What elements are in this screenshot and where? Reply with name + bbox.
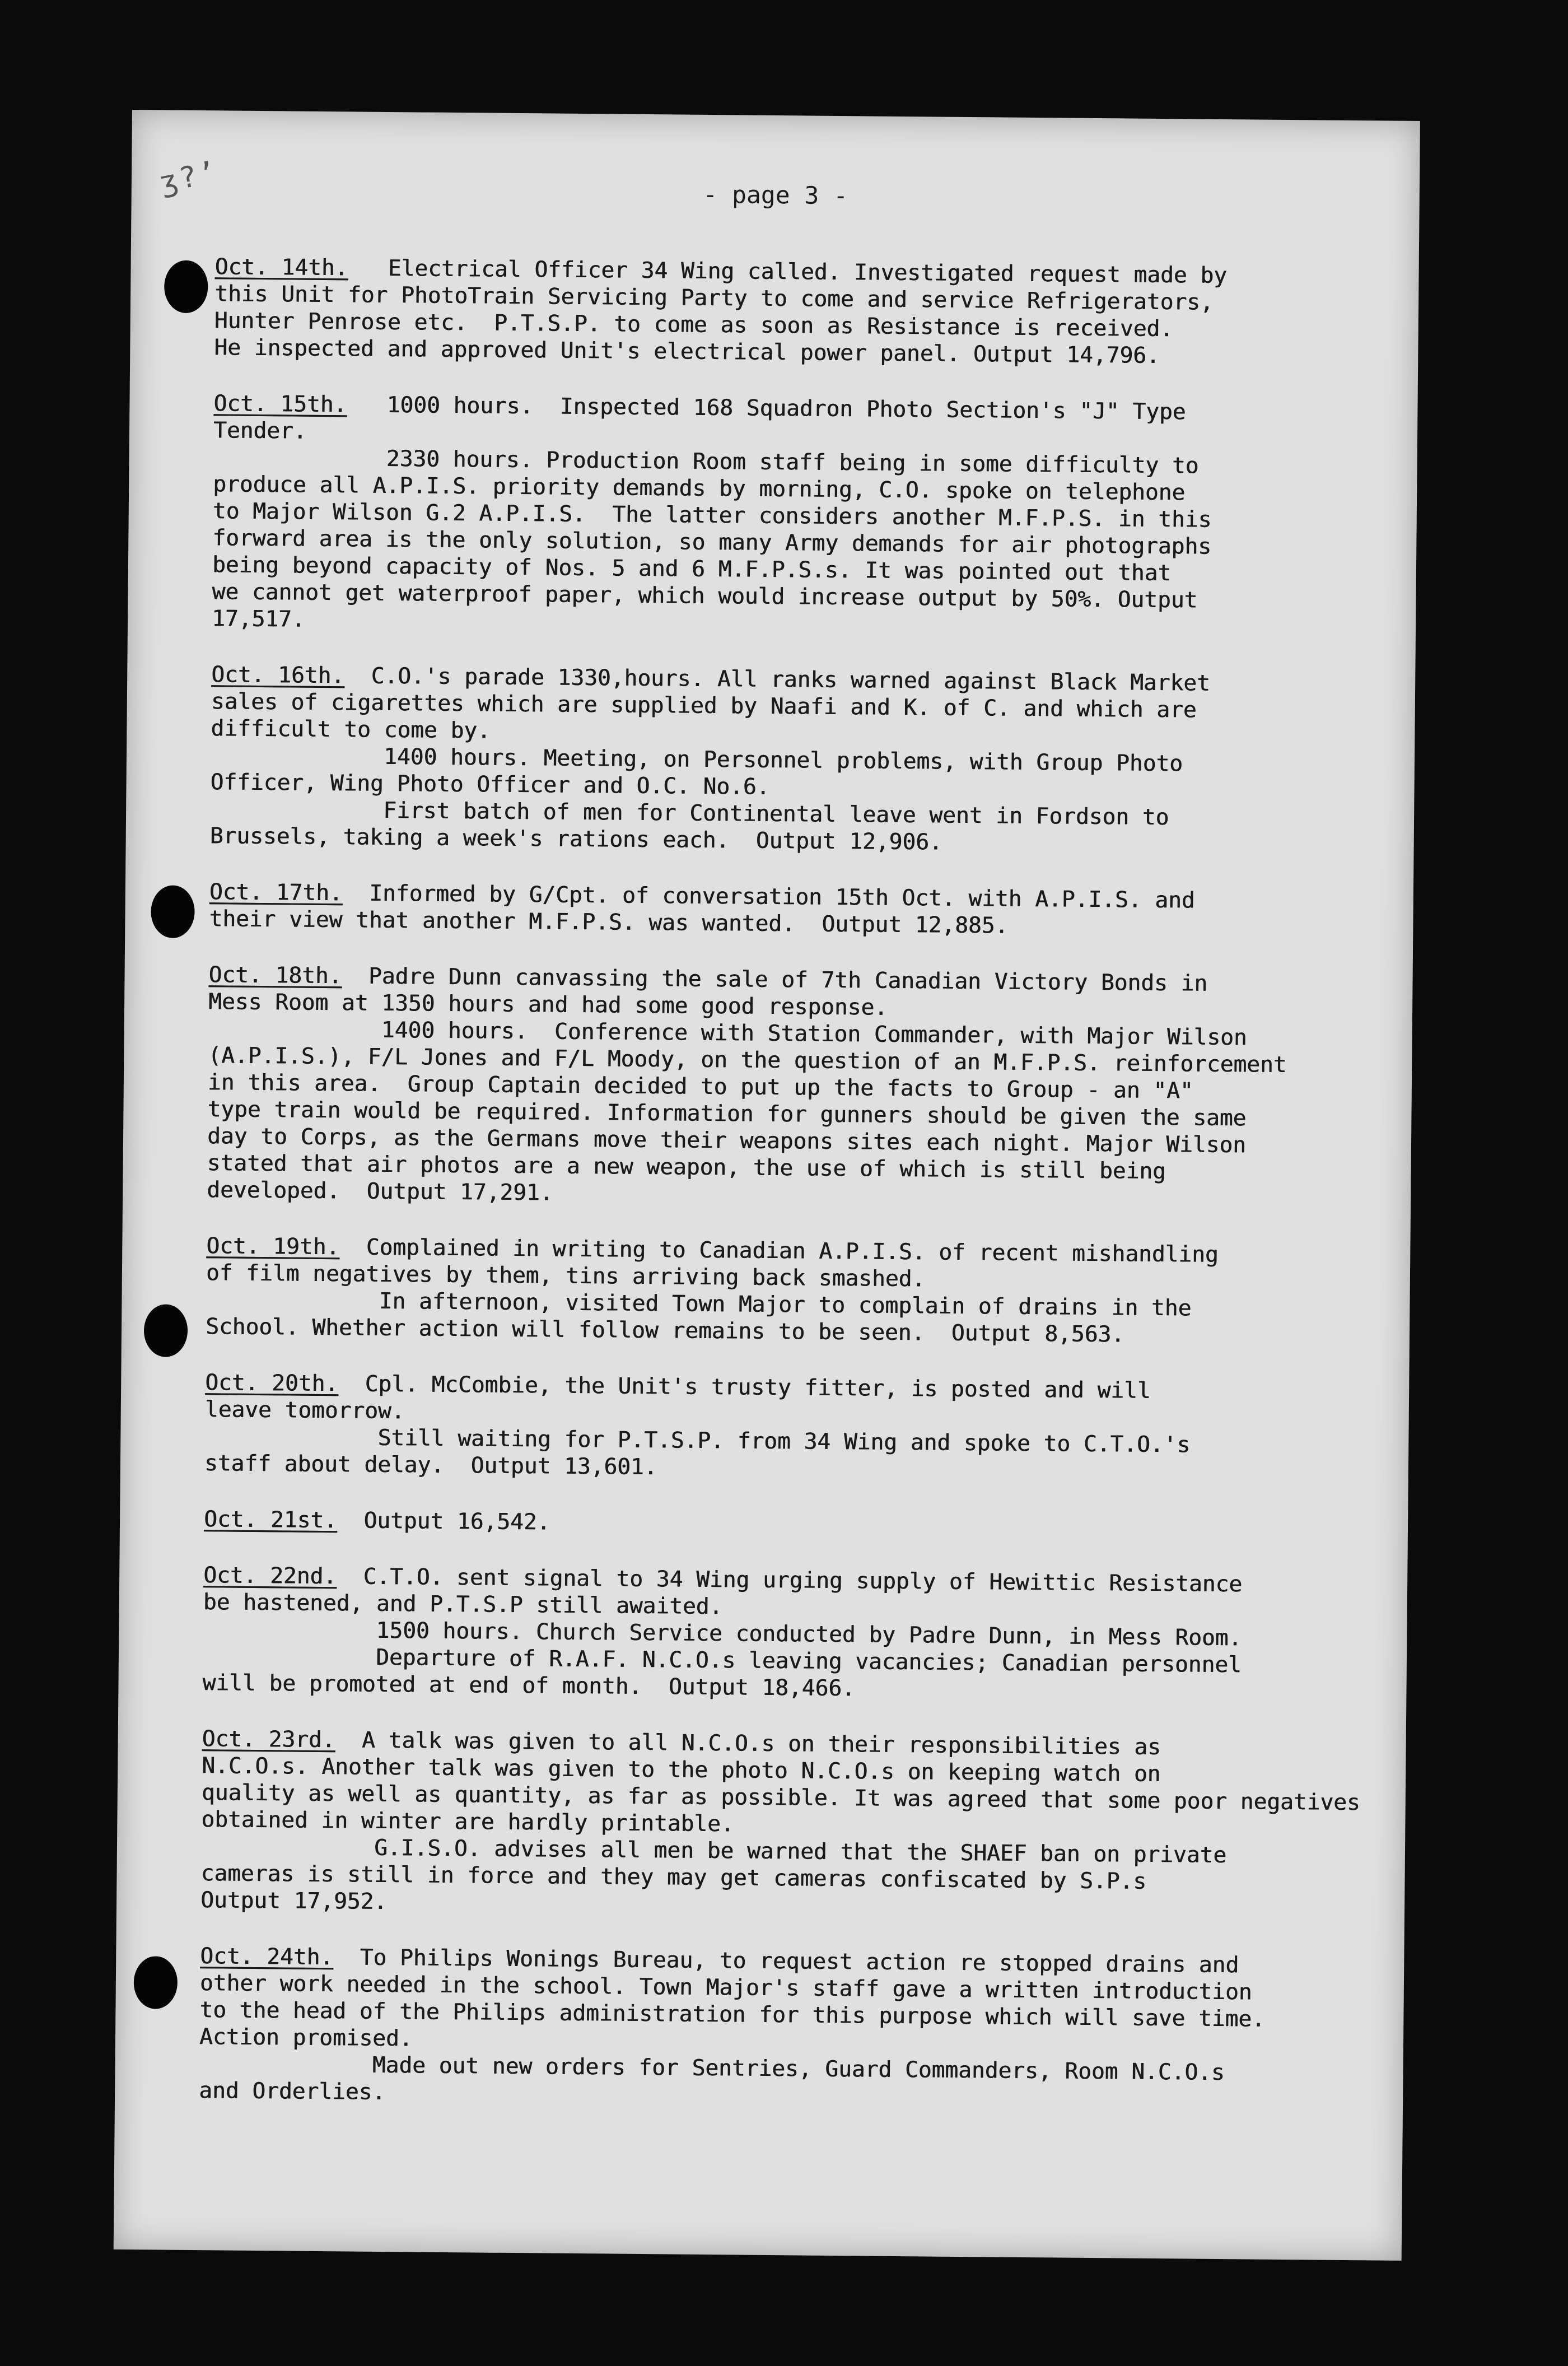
entry-text: He inspected and approved Unit's electrical power panel. Output 14,796.: [214, 334, 1160, 369]
entry-text: be hastened, and P.T.S.P still awaited.: [203, 1589, 723, 1620]
entry-text: their view that another M.F.P.S. was wanted. Output 12,885.: [209, 906, 1009, 939]
entry-text: we cannot get waterproof paper, which would increase output by 50%. Output: [212, 579, 1198, 613]
entry-text: this Unit for PhotoTrain Servicing Party to come and service Refrigerators,: [214, 281, 1214, 315]
punch-hole: [144, 1304, 188, 1357]
diary-entry: [212, 390, 1401, 642]
entry-text: School. Whether action will follow remains to be seen. Output 8,563.: [205, 1314, 1125, 1348]
entry-text: In afternoon, visited Town Major to complain of drains in the: [206, 1287, 1192, 1321]
entry-date: Oct. 17th.: [209, 879, 343, 906]
page-number: - page 3 -: [703, 180, 848, 211]
entry-text: leave tomorrow.: [204, 1396, 405, 1424]
entry-text: Hunter Penrose etc. P.T.S.P. to come as soon as Resistance is received.: [214, 308, 1174, 342]
entry-date: Oct. 24th.: [200, 1943, 334, 1971]
entry-text: stated that air photos are a new weapon, the use of which is still being: [207, 1150, 1166, 1185]
diary-entry: [199, 1943, 1387, 2114]
entry-text: 2330 hours. Production Room staff being in some difficulty to: [213, 444, 1199, 479]
diary-entry: [214, 253, 1402, 371]
entry-text: 1400 hours. Conference with Station Commander, with Major Wilson: [208, 1016, 1247, 1051]
entry-date: Oct. 16th.: [211, 662, 345, 689]
entry-text: difficult to come by.: [211, 715, 491, 744]
entry-text: Output 17,952.: [200, 1887, 388, 1915]
entry-text: A talk was given to all N.C.O.s on their responsibilities as: [335, 1727, 1161, 1760]
entry-text: quality as well as quantity, as far as possible. It was agreed that some poor negatives: [201, 1780, 1360, 1816]
diary-entry: [204, 1506, 1391, 1543]
entry-date: Oct. 22nd.: [203, 1562, 337, 1590]
entry-text: C.T.O. sent signal to 34 Wing urging supply of Hewittic Resistance: [336, 1563, 1243, 1597]
diary-entry: [206, 1232, 1394, 1350]
entry-text: First batch of men for Continental leave went in Fordson to: [209, 796, 1169, 831]
entry-text: Complained in writing to Canadian A.P.I.S. of recent mishandling: [339, 1234, 1219, 1268]
entry-text: Departure of R.A.F. N.C.O.s leaving vacancies; Canadian personnel: [202, 1643, 1242, 1678]
entry-text: cameras is still in force and they may get cameras confiscated by S.P.s: [200, 1860, 1147, 1894]
entry-text: To Philips Wonings Bureau, to request action re stopped drains and: [333, 1944, 1239, 1978]
entry-text: 17,517.: [211, 606, 305, 632]
entry-text: sales of cigarettes which are supplied by Naafi and K. of C. and which are: [211, 688, 1197, 723]
entry-text: Padre Dunn canvassing the sale of 7th Canadian Victory Bonds in: [342, 963, 1208, 996]
entry-text: to the head of the Philips administration for this purpose which will save time.: [199, 1997, 1266, 2032]
entry-text: N.C.O.s. Another talk was given to the photo N.C.O.s on keeping watch on: [202, 1753, 1161, 1787]
entry-text: Mess Room at 1350 hours and had some good response.: [208, 989, 888, 1021]
entry-text: other work needed in the school. Town Major's staff gave a written introduction: [199, 1970, 1252, 2005]
entry-text: Action promised.: [199, 2024, 413, 2052]
entry-text: C.O.'s parade 1330,hours. All ranks warned against Black Market: [344, 663, 1210, 696]
entry-text: Still waiting for P.T.S.P. from 34 Wing and spoke to C.T.O.'s: [204, 1423, 1191, 1458]
entry-text: G.I.S.O. advises all men be warned that the SHAEF ban on private: [200, 1833, 1227, 1869]
entry-text: Officer, Wing Photo Officer and O.C. No.6.: [210, 769, 770, 800]
entry-line: [204, 1506, 1391, 1543]
diary-entry: [200, 1725, 1389, 1923]
margin-mark: ʒ?ʼ: [157, 155, 222, 200]
entry-date: Oct. 23rd.: [202, 1726, 335, 1753]
entry-text: obtained in winter are hardly printable.: [201, 1806, 734, 1837]
diary-entries: [199, 253, 1402, 2143]
entry-text: 1500 hours. Church Service conducted by Padre Dunn, in Mess Room.: [203, 1616, 1242, 1651]
entry-text: to Major Wilson G.2 A.P.I.S. The latter considers another M.F.P.S. in this: [212, 498, 1212, 533]
entry-text: (A.P.I.S.), F/L Jones and F/L Moody, on the question of an M.F.P.S. reinforcement: [208, 1042, 1287, 1078]
diary-entry: [210, 661, 1399, 859]
entry-text: Output 16,542.: [337, 1507, 550, 1535]
entry-date: Oct. 18th.: [208, 962, 342, 989]
entry-text: of film negatives by them, tins arriving back smashed.: [206, 1260, 926, 1292]
entry-date: Oct. 15th.: [213, 390, 347, 418]
punch-hole: [151, 885, 195, 938]
entry-text: produce all A.P.I.S. priority demands by morning, C.O. spoke on telephone: [213, 471, 1186, 506]
entry-text: Brussels, taking a week's rations each. Output 12,906.: [209, 823, 942, 855]
entry-text: Electrical Officer 34 Wing called. Investigated request made by: [348, 255, 1228, 289]
entry-text: day to Corps, as the Germans move their weapons sites each night. Major Wilson: [207, 1123, 1247, 1158]
document-page: [114, 110, 1420, 2261]
entry-date: Oct. 20th.: [205, 1370, 339, 1397]
entry-text: Made out new orders for Sentries, Guard Commanders, Room N.C.O.s: [199, 2051, 1225, 2086]
diary-entry: [207, 961, 1396, 1213]
entry-text: 1000 hours. Inspected 168 Squadron Photo Section's "J" Type: [347, 392, 1186, 425]
entry-text: and Orderlies.: [198, 2078, 386, 2106]
entry-text: Cpl. McCombie, the Unit's trusty fitter, is posted and will: [338, 1371, 1151, 1404]
punch-hole: [133, 1956, 178, 2009]
diary-entry: [204, 1369, 1393, 1487]
entry-text: 1400 hours. Meeting, on Personnel problems, with Group Photo: [210, 742, 1183, 777]
diary-entry: [209, 878, 1397, 942]
entry-text: in this area. Group Captain decided to put up the facts to Group - an "A": [207, 1069, 1193, 1104]
entry-text: being beyond capacity of Nos. 5 and 6 M.F.P.S.s. It was pointed out that: [212, 552, 1172, 586]
entry-text: forward area is the only solution, so many Army demands for air photographs: [212, 525, 1212, 560]
entry-text: will be promoted at end of month. Output 18,466.: [202, 1670, 855, 1702]
punch-hole: [164, 260, 208, 313]
entry-date: Oct. 14th.: [214, 254, 348, 281]
entry-text: type train would be required. Information for gunners should be given the same: [207, 1096, 1247, 1131]
entry-text: staff about delay. Output 13,601.: [204, 1450, 657, 1480]
diary-entry: [202, 1562, 1390, 1706]
entry-text: Tender.: [213, 417, 307, 444]
entry-date: Oct. 19th.: [206, 1233, 340, 1260]
entry-text: Informed by G/Cpt. of conversation 15th Oct. with A.P.I.S. and: [342, 880, 1195, 914]
entry-date: Oct. 21st.: [203, 1506, 338, 1534]
entry-text: developed. Output 17,291.: [207, 1177, 553, 1206]
